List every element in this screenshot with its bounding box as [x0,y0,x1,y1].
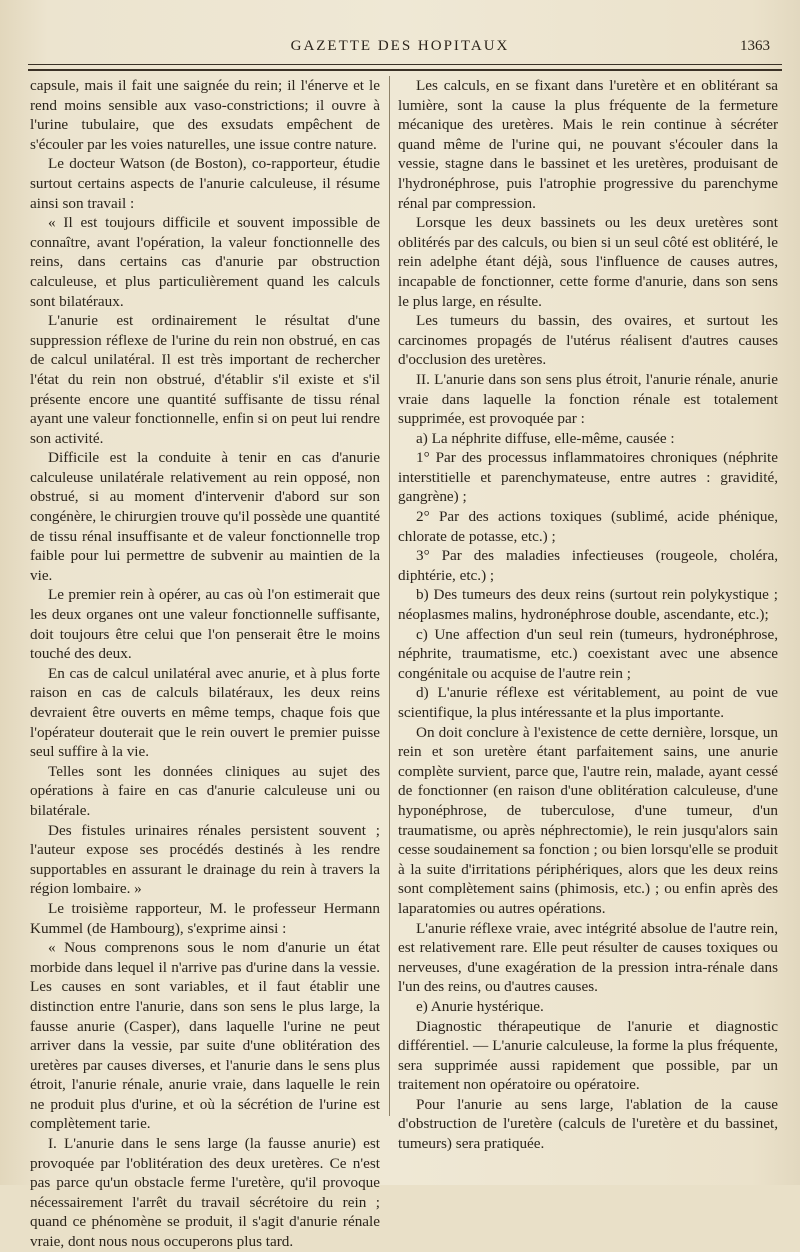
paragraph: Difficile est la conduite à tenir en cas d'anurie calculeuse unilatérale relativement au rein opposé, non obstrué, si au moment d'intervenir d'abord sur son congénère, le chirurgien trouve qu'il possède une quantité de tissu rénal insuffisante et de valeur fonctionnelle trop faible pour lui permettre de subvenir au maintien de la vie. [30,449,380,584]
paragraph: Les calculs, en se fixant dans l'uretère et en oblitérant sa lumière, sont la cause la plus fréquente de la fermeture mécanique des uretères. Mais le rein continue à sécréter quand même de l'urine qui, ne pouvant s'écouler dans la vessie, stagne dans le bassinet et les uretères, produisant de l'hydronéphrose, puis l'atrophie progressive du parenchyme rénal par compression. [398,77,778,212]
paragraph: Les tumeurs du bassin, des ovaires, et surtout les carcinomes propagés de l'utérus réalisent d'autres causes d'occlusion des uretères. [398,312,778,369]
paragraph: capsule, mais il fait une saignée du rein; il l'énerve et le rend moins sensible aux vaso-constrictions; il ouvre à l'urine tubulaire, que des exsudats empêchent de s'écouler par les voies naturelles, une issue contre nature. [30,77,380,153]
paragraph: II. L'anurie dans son sens plus étroit, l'anurie rénale, anurie vraie dans laquelle la fonction rénale est totalement supprimée, est provoquée par : [398,370,778,428]
paragraph: « Il est toujours difficile et souvent impossible de connaître, avant l'opération, la valeur fonctionnelle des reins, dans certains cas d'anurie par obstruction calculeuse, et plus particulièrement quand les calculs sont bilatéraux. [30,214,380,310]
paragraph: a) La néphrite diffuse, elle-même, causée : [416,429,675,447]
paragraph: En cas de calcul unilatéral avec anurie, et à plus forte raison en cas de calculs bilatéraux, les deux reins devraient être ouverts en même temps, chaque fois que l'opérateur douterait que le rein ouvert le premier puisse seul suffire à la vie. [30,664,380,761]
paragraph: 3° Par des maladies infectieuses (rougeole, choléra, diphtérie, etc.) ; [398,547,778,584]
journal-title: GAZETTE DES HOPITAUX [290,38,510,54]
paragraph: c) Une affection d'un seul rein (tumeurs, hydronéphrose, néphrite, traumatisme, etc.) coexistant avec une absence congénitale ou acquise de l'autre rein ; [398,625,778,682]
paragraph: On doit conclure à l'existence de cette dernière, lorsque, un rein et son uretère étant parfaitement sains, une anurie complète survient, parce que, l'autre rein, malade, ayant cessé de fonctionner (en raison d'une oblitération calculeuse, d'une hyponéphrose, de tuberculose, d'une tumeur, d'un traumatisme, ou après néphrectomie), le rein jusqu'alors sain cesse soudainement sa fonction ; ou bien lorsqu'elle se produit à la suite d'irritations périphériques, alors que les deux reins sont complètement sains (phimosis, etc.) ; ou enfin après des laparatomies ou autres opérations. [398,723,778,917]
paragraph: 2° Par des actions toxiques (sublimé, acide phénique, chlorate de potasse, etc.) ; [398,508,778,545]
paragraph: Le docteur Watson (de Boston), co-rapporteur, étudie surtout certains aspects de l'anurie calculeuse, il résume ainsi son travail : [30,155,380,212]
paragraph: Diagnostic thérapeutique de l'anurie et diagnostic différentiel. — L'anurie calculeuse, la forme la plus fréquente, sera supprimée aussi rapidement que possible, par un traitement non opératoire ou opératoire. [398,1017,778,1094]
paragraph: e) Anurie hystérique. [416,997,544,1015]
right-column [398,76,778,1154]
paragraph: L'anurie est ordinairement le résultat d'une suppression réflexe de l'urine du rein non obstrué, en cas de calcul unilatéral. Il est très important de rechercher l'état du rein non obstrué, d'établir s'il existe et s'il présente encore une quantité suffisante de tissu rénal ayant une valeur fonctionnelle, enfin si on peut lui rendre son activité. [30,312,380,447]
header-rule [28,64,782,65]
paragraph: b) Des tumeurs des deux reins (surtout rein polykystique ; néoplasmes malins, hydronéphrose double, ascendante, etc.); [398,586,778,624]
paragraph: « Nous comprenons sous le nom d'anurie un état morbide dans lequel il n'arrive pas d'urine dans la vessie. Les causes en sont variables, et il faut établir une distinction entre l'anurie, dans son sens le plus large, la fausse anurie (Casper), dans laquelle l'urine ne peut arriver dans la vessie, par suite d'une oblitération des uretères par causes diverses, et l'anurie dans le sens plus étroit, l'anurie rénale, anurie vraie, dans laquelle le rein ne produit plus d'urine, et où la sécrétion de l'urine est complètement tarie. [30,939,380,1133]
paragraph: d) L'anurie réflexe est véritablement, au point de vue scientifique, la plus intéressante et la plus importante. [398,684,778,721]
header-rule-thick [28,69,782,71]
paragraph: Le premier rein à opérer, au cas où l'on estimerait que les deux organes ont une valeur fonctionnelle suffisante, doit toujours être celui que l'on penserait être le moins touché des deux. [30,586,380,663]
paragraph: Telles sont les données cliniques au sujet des opérations à faire en cas d'anurie calculeuse uni ou bilatérale. [30,762,380,819]
paragraph: Pour l'anurie au sens large, l'ablation de la cause d'obstruction de l'uretère (calculs de l'uretère et du bassinet, tumeurs) sera pratiquée. [398,1095,778,1153]
paragraph: L'anurie réflexe vraie, avec intégrité absolue de l'autre rein, est relativement rare. Elle peut résulter de causes toxiques ou nerveuses, d'une exagération de la pression intra-rénale dans l'un des reins, ou d'autres causes. [398,919,778,996]
column-divider [389,76,390,1116]
page-number: 1363 [740,38,770,54]
page-header [20,38,780,60]
paragraph: Lorsque les deux bassinets ou les deux uretères sont oblitérés par des calculs, ou bien si un seul côté est oblitéré, le rein adelphe étant déjà, sous l'influence de causes autres, incapable de fonctionner, cette forme d'anurie, dans son sens le plus large, en résulte. [398,214,778,310]
paragraph: 1° Par des processus inflammatoires chroniques (néphrite interstitielle et parenchymateuse, entre autres : gravidité, gangrène) ; [398,449,778,506]
paragraph: Des fistules urinaires rénales persistent souvent ; l'auteur expose ses procédés destinés à les rendre supportables en assurant le drainage du rein à travers la région lombaire. » [30,821,380,898]
left-column [30,76,380,1252]
paragraph: I. L'anurie dans le sens large (la fausse anurie) est provoquée par l'oblitération des deux uretères. Ce n'est pas parce qu'un obstacle ferme l'uretère, qu'il provoque nécessairement l'arrêt du travail sécrétoire du rein ; quand ce phénomène se produit, il s'agit d'anurie rénale vraie, dont nous nous occuperons plus tard. [30,1135,380,1251]
paragraph: Le troisième rapporteur, M. le professeur Hermann Kummel (de Hambourg), s'exprime ainsi : [30,899,380,937]
